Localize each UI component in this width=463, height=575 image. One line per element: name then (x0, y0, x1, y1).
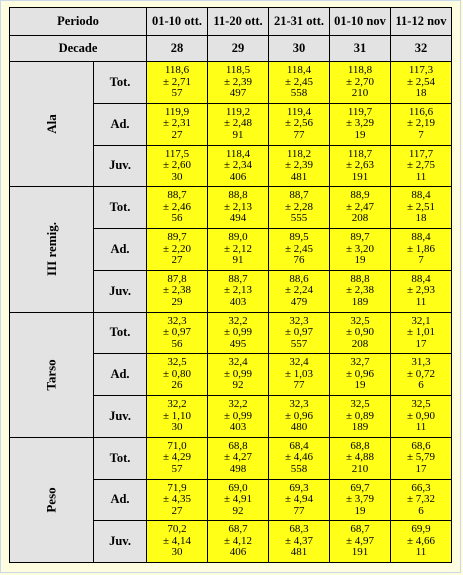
value-n: 17 (415, 462, 427, 475)
value-mean: 88,7 (289, 189, 309, 202)
value-mean: 116,6 (408, 105, 434, 118)
value-cell (269, 479, 330, 521)
value-n: 18 (415, 212, 427, 225)
value-cell (330, 270, 391, 312)
value-n: 7 (418, 254, 424, 267)
row-label: Juv. (94, 145, 147, 187)
value-mean: 118,5 (225, 64, 251, 77)
row-label: Ad. (94, 354, 147, 396)
value-cell (330, 396, 391, 438)
value-n: 18 (415, 87, 427, 100)
value-sd: ± 1,01 (406, 326, 436, 339)
value-n: 403 (229, 295, 247, 308)
value-sd: ± 3,29 (345, 117, 375, 130)
value-mean: 117,7 (408, 147, 434, 160)
value-mean: 119,9 (164, 105, 190, 118)
value-cell (269, 437, 330, 479)
value-cell (208, 396, 269, 438)
value-sd: ± 2,47 (345, 200, 375, 213)
value-cell (330, 479, 391, 521)
value-n: 6 (418, 504, 424, 517)
value-cell (208, 103, 269, 145)
value-cell (330, 145, 391, 187)
value-cell (269, 312, 330, 354)
value-cell (330, 521, 391, 563)
periodo-label: Periodo (10, 8, 147, 36)
value-n: 11 (415, 170, 427, 183)
row-label: Juv. (94, 270, 147, 312)
period-header: 11-12 nov (391, 8, 452, 36)
value-cell (391, 312, 452, 354)
value-sd: ± 2,93 (406, 284, 436, 297)
value-mean: 89,7 (350, 231, 370, 244)
value-sd: ± 0,99 (223, 367, 253, 380)
value-mean: 70,2 (167, 523, 187, 536)
value-sd: ± 2,70 (345, 75, 375, 88)
value-mean: 68,7 (228, 523, 248, 536)
decade-header: 32 (391, 36, 452, 62)
value-sd: ± 2,60 (162, 159, 192, 172)
value-sd: ± 4,12 (223, 534, 253, 547)
value-n: 30 (171, 170, 183, 183)
value-n: 406 (229, 546, 247, 559)
value-n: 557 (290, 337, 308, 350)
value-cell (269, 62, 330, 104)
value-sd: ± 3,20 (345, 242, 375, 255)
value-cell (208, 62, 269, 104)
value-sd: ± 4,91 (223, 493, 253, 506)
value-mean: 32,5 (411, 398, 431, 411)
group-label (10, 312, 94, 437)
row-label: Tot. (94, 312, 147, 354)
value-sd: ± 4,35 (162, 493, 192, 506)
value-mean: 119,2 (225, 105, 251, 118)
value-cell (330, 187, 391, 229)
value-sd: ± 1,03 (284, 367, 314, 380)
value-cell (147, 270, 208, 312)
value-mean: 69,0 (228, 481, 248, 494)
value-sd: ± 3,79 (345, 493, 375, 506)
value-n: 27 (171, 254, 183, 267)
value-n: 494 (229, 212, 247, 225)
value-n: 406 (229, 170, 247, 183)
value-mean: 118,4 (286, 64, 312, 77)
value-sd: ± 1,86 (406, 242, 436, 255)
value-mean: 32,2 (167, 398, 187, 411)
group-label (10, 187, 94, 312)
row-label: Ad. (94, 479, 147, 521)
group-label-text: Ala (43, 114, 59, 134)
value-mean: 68,3 (289, 523, 309, 536)
value-n: 210 (351, 462, 369, 475)
value-sd: ± 2,34 (223, 159, 253, 172)
value-n: 555 (290, 212, 308, 225)
value-mean: 69,3 (289, 481, 309, 494)
value-mean: 119,4 (286, 105, 312, 118)
value-cell (391, 270, 452, 312)
value-mean: 88,9 (350, 189, 370, 202)
value-mean: 88,8 (228, 189, 248, 202)
value-mean: 87,8 (167, 272, 187, 285)
value-mean: 32,2 (228, 398, 248, 411)
value-n: 91 (232, 254, 244, 267)
value-n: 92 (232, 379, 244, 392)
group-label (10, 437, 94, 562)
value-n: 29 (171, 295, 183, 308)
value-n: 19 (354, 504, 366, 517)
value-n: 77 (293, 128, 305, 141)
value-cell (391, 145, 452, 187)
value-cell (330, 354, 391, 396)
value-cell (208, 187, 269, 229)
value-mean: 71,0 (167, 439, 187, 452)
value-cell (208, 521, 269, 563)
period-header: 01-10 nov (330, 8, 391, 36)
value-n: 77 (293, 379, 305, 392)
value-mean: 32,3 (289, 398, 309, 411)
value-cell (391, 229, 452, 271)
value-sd: ± 2,75 (406, 159, 436, 172)
value-sd: ± 2,63 (345, 159, 375, 172)
value-sd: ± 2,13 (223, 284, 253, 297)
value-n: 403 (229, 421, 247, 434)
value-sd: ± 2,46 (162, 200, 192, 213)
row-label: Ad. (94, 103, 147, 145)
value-cell (391, 187, 452, 229)
value-sd: ± 2,12 (223, 242, 253, 255)
value-mean: 71,9 (167, 481, 187, 494)
row-label: Tot. (94, 187, 147, 229)
value-mean: 68,8 (228, 439, 248, 452)
value-mean: 118,4 (225, 147, 251, 160)
value-mean: 88,6 (289, 272, 309, 285)
value-mean: 32,2 (228, 314, 248, 327)
group-label (10, 62, 94, 187)
value-cell (391, 103, 452, 145)
value-n: 495 (229, 337, 247, 350)
value-cell (330, 62, 391, 104)
value-cell (147, 145, 208, 187)
value-n: 17 (415, 337, 427, 350)
value-cell (147, 312, 208, 354)
value-cell (208, 270, 269, 312)
value-mean: 68,6 (411, 439, 431, 452)
value-cell (391, 437, 452, 479)
value-cell (147, 62, 208, 104)
value-sd: ± 4,29 (162, 451, 192, 464)
value-sd: ± 0,99 (223, 409, 253, 422)
value-cell (330, 103, 391, 145)
value-n: 208 (351, 337, 369, 350)
decade-header: 31 (330, 36, 391, 62)
row-label: Juv. (94, 396, 147, 438)
header-row-decade (10, 36, 452, 62)
value-n: 497 (229, 87, 247, 100)
measurements-table (9, 7, 452, 563)
value-mean: 88,7 (228, 272, 248, 285)
value-sd: ± 5,79 (406, 451, 436, 464)
value-cell (330, 229, 391, 271)
row-label: Tot. (94, 62, 147, 104)
value-n: 558 (290, 87, 308, 100)
value-mean: 31,3 (411, 356, 431, 369)
value-cell (208, 312, 269, 354)
value-mean: 117,3 (408, 64, 434, 77)
value-sd: ± 0,96 (345, 367, 375, 380)
decade-label: Decade (10, 36, 147, 62)
value-sd: ± 0,96 (284, 409, 314, 422)
value-cell (147, 479, 208, 521)
value-mean: 89,7 (167, 231, 187, 244)
value-sd: ± 4,88 (345, 451, 375, 464)
value-sd: ± 1,10 (162, 409, 192, 422)
value-n: 558 (290, 462, 308, 475)
value-mean: 69,9 (411, 523, 431, 536)
value-sd: ± 4,27 (223, 451, 253, 464)
value-n: 76 (293, 254, 305, 267)
value-n: 191 (351, 170, 369, 183)
data-row (10, 437, 452, 479)
value-n: 30 (171, 421, 183, 434)
value-n: 92 (232, 504, 244, 517)
value-n: 57 (171, 87, 183, 100)
value-cell (269, 229, 330, 271)
value-sd: ± 4,97 (345, 534, 375, 547)
value-mean: 88,4 (411, 231, 431, 244)
value-n: 19 (354, 128, 366, 141)
value-cell (147, 229, 208, 271)
value-mean: 118,2 (286, 147, 312, 160)
value-mean: 32,4 (289, 356, 309, 369)
value-n: 479 (290, 295, 308, 308)
value-sd: ± 4,66 (406, 534, 436, 547)
value-n: 27 (171, 128, 183, 141)
row-label: Juv. (94, 521, 147, 563)
value-sd: ± 2,48 (223, 117, 253, 130)
value-mean: 118,6 (164, 64, 190, 77)
value-cell (269, 187, 330, 229)
value-cell (330, 312, 391, 354)
value-n: 19 (354, 254, 366, 267)
value-sd: ± 2,39 (284, 159, 314, 172)
value-cell (208, 437, 269, 479)
value-sd: ± 2,24 (284, 284, 314, 297)
decade-header: 29 (208, 36, 269, 62)
value-n: 56 (171, 337, 183, 350)
value-n: 481 (290, 170, 308, 183)
value-cell (208, 145, 269, 187)
value-cell (147, 103, 208, 145)
value-n: 189 (351, 295, 369, 308)
value-mean: 68,8 (350, 439, 370, 452)
value-n: 27 (171, 504, 183, 517)
value-mean: 68,7 (350, 523, 370, 536)
value-n: 11 (415, 421, 427, 434)
value-cell (269, 270, 330, 312)
value-mean: 118,8 (347, 64, 373, 77)
period-header: 21-31 ott. (269, 8, 330, 36)
value-cell (269, 103, 330, 145)
row-label: Tot. (94, 437, 147, 479)
value-sd: ± 2,31 (162, 117, 192, 130)
value-sd: ± 2,20 (162, 242, 192, 255)
value-n: 11 (415, 546, 427, 559)
value-sd: ± 4,46 (284, 451, 314, 464)
value-sd: ± 0,97 (162, 326, 192, 339)
value-sd: ± 2,56 (284, 117, 314, 130)
value-mean: 89,5 (289, 231, 309, 244)
value-sd: ± 0,90 (406, 409, 436, 422)
value-mean: 32,5 (350, 398, 370, 411)
value-cell (269, 521, 330, 563)
value-mean: 88,7 (167, 189, 187, 202)
value-sd: ± 4,37 (284, 534, 314, 547)
decade-header: 30 (269, 36, 330, 62)
value-mean: 89,0 (228, 231, 248, 244)
value-n: 19 (354, 379, 366, 392)
value-sd: ± 0,90 (345, 326, 375, 339)
group-label-text: Tarso (43, 358, 59, 391)
value-sd: ± 2,38 (162, 284, 192, 297)
value-cell (391, 354, 452, 396)
value-mean: 32,5 (167, 356, 187, 369)
value-sd: ± 2,45 (284, 75, 314, 88)
value-sd: ± 4,14 (162, 534, 192, 547)
value-n: 7 (418, 128, 424, 141)
value-cell (391, 521, 452, 563)
value-mean: 32,5 (350, 314, 370, 327)
value-mean: 66,3 (411, 481, 431, 494)
value-n: 91 (232, 128, 244, 141)
value-sd: ± 2,38 (345, 284, 375, 297)
data-row (10, 62, 452, 104)
value-mean: 118,7 (347, 147, 373, 160)
value-sd: ± 4,94 (284, 493, 314, 506)
value-sd: ± 2,28 (284, 200, 314, 213)
value-sd: ± 2,54 (406, 75, 436, 88)
value-n: 57 (171, 462, 183, 475)
value-n: 56 (171, 212, 183, 225)
value-mean: 119,7 (347, 105, 373, 118)
value-sd: ± 2,13 (223, 200, 253, 213)
value-mean: 32,3 (289, 314, 309, 327)
row-label: Ad. (94, 229, 147, 271)
value-cell (208, 229, 269, 271)
header-row-periodo (10, 8, 452, 36)
value-sd: ± 2,51 (406, 200, 436, 213)
value-mean: 32,1 (411, 314, 431, 327)
value-mean: 88,8 (350, 272, 370, 285)
value-n: 208 (351, 212, 369, 225)
period-header: 11-20 ott. (208, 8, 269, 36)
value-mean: 88,4 (411, 272, 431, 285)
value-sd: ± 2,45 (284, 242, 314, 255)
value-mean: 117,5 (164, 147, 190, 160)
value-sd: ± 2,19 (406, 117, 436, 130)
value-cell (391, 479, 452, 521)
value-cell (147, 187, 208, 229)
value-mean: 32,3 (167, 314, 187, 327)
value-sd: ± 0,89 (345, 409, 375, 422)
group-label-text: Peso (43, 487, 59, 513)
group-label-text: III remig. (43, 222, 59, 277)
value-cell (147, 521, 208, 563)
value-n: 189 (351, 421, 369, 434)
value-cell (391, 62, 452, 104)
value-cell (208, 479, 269, 521)
value-mean: 88,4 (411, 189, 431, 202)
value-mean: 32,7 (350, 356, 370, 369)
value-n: 481 (290, 546, 308, 559)
value-cell (208, 354, 269, 396)
value-n: 210 (351, 87, 369, 100)
value-mean: 68,4 (289, 439, 309, 452)
data-row (10, 187, 452, 229)
value-sd: ± 7,32 (406, 493, 436, 506)
value-sd: ± 0,80 (162, 367, 192, 380)
value-n: 26 (171, 379, 183, 392)
value-mean: 32,4 (228, 356, 248, 369)
value-n: 191 (351, 546, 369, 559)
value-n: 30 (171, 546, 183, 559)
value-cell (147, 396, 208, 438)
value-cell (147, 437, 208, 479)
value-n: 498 (229, 462, 247, 475)
value-cell (330, 437, 391, 479)
decade-header: 28 (147, 36, 208, 62)
value-n: 11 (415, 295, 427, 308)
value-cell (391, 396, 452, 438)
data-row (10, 312, 452, 354)
value-mean: 69,7 (350, 481, 370, 494)
value-n: 77 (293, 504, 305, 517)
value-cell (147, 354, 208, 396)
value-sd: ± 2,71 (162, 75, 192, 88)
value-n: 480 (290, 421, 308, 434)
value-cell (269, 145, 330, 187)
value-cell (269, 396, 330, 438)
value-sd: ± 0,72 (406, 367, 436, 380)
value-sd: ± 0,97 (284, 326, 314, 339)
value-n: 6 (418, 379, 424, 392)
period-header: 01-10 ott. (147, 8, 208, 36)
value-sd: ± 2,39 (223, 75, 253, 88)
value-cell (269, 354, 330, 396)
value-sd: ± 0,99 (223, 326, 253, 339)
